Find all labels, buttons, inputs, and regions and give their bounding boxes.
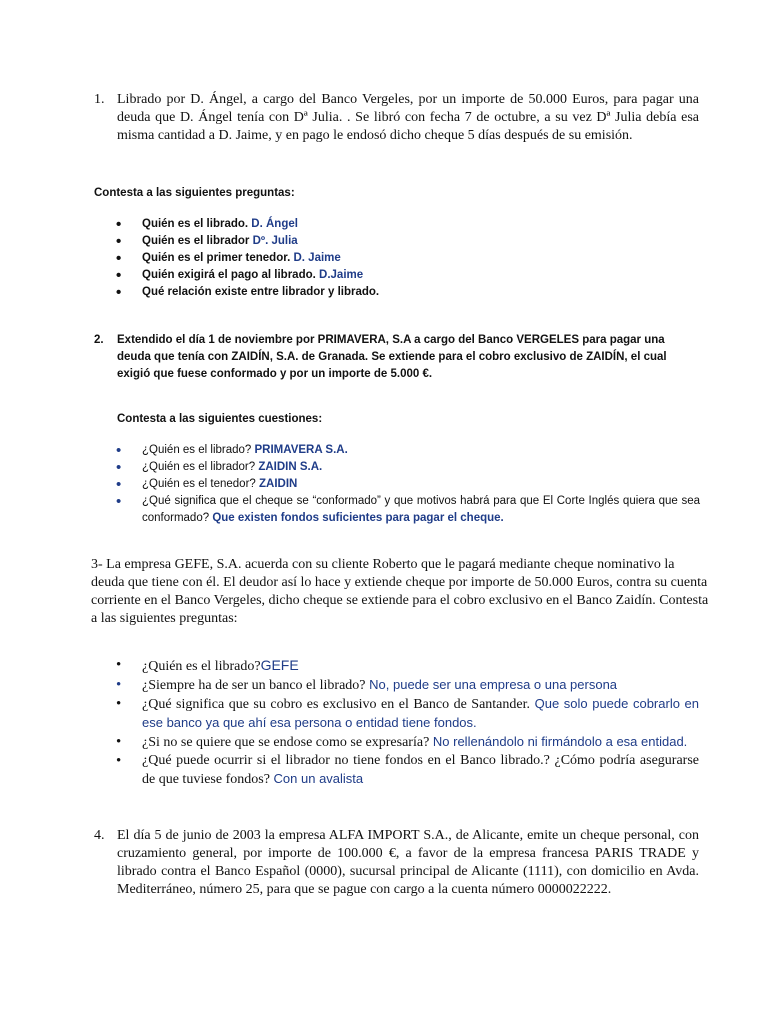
question-2-text: Extendido el día 1 de noviembre por PRIMAVERA, S.A a cargo del Banco VERGELES para pagar una deuda que tenía con ZAIDÍN, S.A. de Granada. Se extiende para el cobro exclusivo de ZAIDÍN, el cual exigió que fuese conformado y por un importe de 5.000 €. — [117, 334, 667, 380]
question-text: Quién es el primer tenedor. — [142, 252, 291, 264]
list-item — [116, 442, 700, 459]
question-2-heading: Contesta a las siguientes cuestiones: — [117, 413, 323, 425]
list-item — [116, 459, 700, 476]
question-4-number: 4. — [94, 828, 105, 843]
bullet-icon — [116, 656, 142, 675]
answer-text: ZAIDIN S.A. — [255, 461, 323, 473]
list-item — [116, 250, 676, 267]
answer-text: Con un avalista — [269, 771, 364, 786]
list-item — [116, 695, 699, 733]
question-3-text: 3- La empresa GEFE, S.A. acuerda con su cliente Roberto que le pagará mediante cheque nominativo la deuda que tiene con él. El deudor así lo hace y extiende cheque por importe de 50.000 Euros, contra su cuenta corriente en el Banco Vergeles, dicho cheque se extiende para el cobro exclusivo en el Banco Zaidín. Contesta a las siguientes preguntas: — [91, 557, 709, 626]
answer-text: No, puede ser una empresa o una persona — [365, 677, 618, 692]
list-item — [116, 267, 676, 284]
question-text: ¿Quién es el librador? — [142, 461, 256, 473]
question-text: ¿Qué significa que el cheque se “conformado” y que motivos habrá para que El Corte Inglés quiera que sea conformado? — [142, 495, 700, 524]
question-text: ¿Si no se quiere que se endose como se expresaría? — [142, 735, 430, 750]
list-item — [116, 493, 700, 527]
answer-text: ZAIDIN — [255, 478, 298, 490]
answer-text: PRIMAVERA S.A. — [251, 444, 348, 456]
question-text: Quién exigirá el pago al librado. — [142, 269, 316, 281]
answer-text: Que solo puede cobrarlo en ese banco ya que ahí esa persona o entidad tiene fondos. — [142, 696, 700, 730]
question-2-list — [116, 442, 700, 527]
answer-text: D.Jaime — [315, 269, 364, 281]
bullet-icon — [116, 493, 142, 512]
question-text: ¿Qué significa que su cobro es exclusivo en el Banco de Santander. — [142, 697, 530, 712]
question-text: ¿Quién es el librado? — [142, 444, 252, 456]
question-1-list — [116, 216, 676, 301]
bullet-icon — [116, 695, 142, 714]
list-item — [116, 752, 699, 789]
list-item — [116, 656, 699, 676]
question-3-list — [116, 656, 699, 789]
bullet-icon — [116, 284, 142, 303]
question-text: ¿Qué puede ocurrir si el librador no tiene fondos en el Banco librado.? ¿Cómo podría asegurarse de que tuviese fondos? — [142, 753, 699, 787]
question-1-text: Librado por D. Ángel, a cargo del Banco Vergeles, por un importe de 50.000 Euros, para pagar una deuda que D. Ángel tenía con Dª Julia. . Se libró con fecha 7 de octubre, a su vez Dª Julia debía esa misma cantidad a D. Jaime, y en pago le endosó dicho cheque 5 días después de su emisión. — [117, 92, 699, 143]
list-item — [116, 284, 676, 301]
question-text: ¿Quién es el librado? — [142, 659, 261, 674]
answer-text: D. Jaime — [290, 252, 341, 264]
question-1-heading: Contesta a las siguientes preguntas: — [94, 187, 295, 199]
question-text: Quién es el librador — [142, 235, 250, 247]
bullet-icon — [116, 752, 142, 771]
question-4-text: El día 5 de junio de 2003 la empresa ALFA IMPORT S.A., de Alicante, emite un cheque personal, con cruzamiento general, por importe de 100.000 €, a favor de la empresa francesa PARIS TRADE y librado contra el Banco Español (0000), sucursal principal de Alicante (1111), con domicilio en Avda. Mediterráneo, número 25, para que se pague con cargo a la cuenta número 0000022222. — [117, 828, 699, 897]
list-item — [116, 476, 700, 493]
question-2-number: 2. — [94, 334, 104, 346]
question-1-number: 1. — [94, 92, 105, 107]
question-text: Quién es el librado. — [142, 218, 249, 230]
answer-text: Dº. Julia — [249, 235, 298, 247]
answer-text: No rellenándolo ni firmándolo a esa entidad. — [429, 734, 688, 749]
answer-text: Que existen fondos suficientes para pagar el cheque. — [209, 512, 504, 524]
answer-text: D. Ángel — [248, 218, 298, 230]
list-item — [116, 233, 676, 250]
question-text: Qué relación existe entre librador y librado. — [142, 286, 380, 298]
list-item — [116, 676, 699, 695]
question-text: ¿Quién es el tenedor? — [142, 478, 256, 490]
bullet-icon — [116, 733, 142, 752]
question-text: ¿Siempre ha de ser un banco el librado? — [142, 678, 366, 693]
bullet-icon — [116, 676, 142, 695]
list-item — [116, 733, 699, 752]
answer-text: GEFE — [260, 657, 299, 673]
list-item — [116, 216, 676, 233]
